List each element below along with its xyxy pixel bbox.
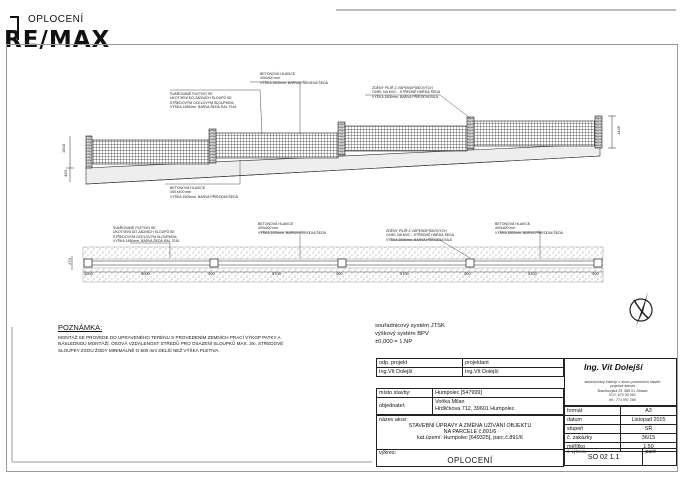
coord-line-3: ±0,000 = 1.NP xyxy=(375,339,413,346)
drawing-value: OPLOCENÍ xyxy=(447,456,493,465)
notes-text: MONTÁŽ SE PROVEDE DO UPRAVENÉHO TERÉNU S PROVEDENÍM ZEMNÍCH PRACÍ VÝKOP PATKY A NÁSLEDNOU MONTÁŽÍ. OSOVÁ VZDÁLENOST STŘEDŮ PRO OSAZENÍ SLOUPKŮ MAX. 3m. STŘEDOVÉ SLOUPKY ZSOU ŽODY MINIMÁLNĚ O 500 mm DELŠÍ NEŽ VÝŠKA PLETIVA. xyxy=(58,335,284,353)
copy-label: paré xyxy=(643,449,677,466)
plan-dim: 5700 xyxy=(528,271,537,276)
annotation-pillar: ZDĚNÝ PILÍŘ Z VÁPENOPÍSKOVÝCH CIHEL NA MVC - STŘEDNĚ HNĚDÁ ŠEDÁ VÝŠKA 1500mm, BARVA PŘÍRODNÍ BÍLÁ xyxy=(372,86,441,99)
odp-label: odp. projekt xyxy=(377,359,463,368)
plan-annotation-mesh: SVAŘOVANÉ PLETIVO SE UKOTVENÍ DO ZÁDNÍCH SLOUPŮ SE STŘEDOVÝM OCELOVÝM SLOUPKEM, VÝŠKA 1450mm, BARVA ŠEDÁ RAL 7016 xyxy=(113,226,180,244)
title-block-project xyxy=(376,388,564,415)
date-value: Listopad 2015 xyxy=(621,416,677,425)
plan-annotation-cap: BETONOVÁ HLAVICE 400x400 mm VÝŠKA 1500mm, BARVA PŘÍRODNÍ ŠEDÁ xyxy=(258,222,326,235)
place-label: místo stavby: xyxy=(377,389,433,398)
dim-1500: 1500 xyxy=(60,144,66,153)
drawing-cell xyxy=(377,450,564,467)
logo-mark-icon xyxy=(10,17,18,40)
annotation-mesh: SVAŘOVANÉ PLETIVO SE UKOTVENÍ DO ZÁDNÍCH SLOUPŮ SE STŘEDOVÝM OCELOVÝM SLOUPKEM, VÝŠKA 1450mm, BARVA ŠEDÁ RAL 7016 xyxy=(170,92,237,110)
title-block-meta xyxy=(564,406,677,452)
stage-label: stupeň xyxy=(565,425,621,434)
plan-dim: 300 xyxy=(336,271,343,276)
scale-value: 1:50 xyxy=(621,443,677,452)
format-label: formát xyxy=(565,407,621,416)
no-label: č. výkresu xyxy=(567,449,587,454)
coordinate-system xyxy=(375,322,445,347)
client-cell xyxy=(433,398,564,415)
action-cell xyxy=(377,416,564,450)
plan-side-dim: 270 xyxy=(66,258,72,265)
action-line-2: NA PARCELE č.891/6 xyxy=(443,429,497,435)
annotation-cap-low: BETONOVÁ HLAVICE 400 x400 mm VÝŠKA 1500mm, BARVA PŘÍRODNÍ ŠEDÁ xyxy=(170,186,238,199)
annotation-cap: BETONOVÁ HLAVICE 400x400 mm VÝŠKA 1500mm, BARVA PŘÍRODNÍ ŠEDÁ xyxy=(260,72,328,85)
title-block-people xyxy=(376,358,564,377)
action-line-3: kat.území: Humpolec [649325], parc.č.891/6 xyxy=(417,435,523,441)
client-address: Hrdličkova 712, 39601 Humpolec xyxy=(435,406,515,412)
scale-label: měřítko xyxy=(565,443,621,452)
format-value: A3 xyxy=(621,407,677,416)
place-value: Humpolec [547999] xyxy=(433,389,564,398)
action-label: název akce: xyxy=(379,417,408,423)
plan-annotation-pillar: ZDĚNÝ PILÍŘ Z VÁPENOPÍSKOVÝCH CIHEL NA MVC - STŘEDNĚ HNĚDÁ ŠEDÁ VÝŠKA 1500mm, BARVA PŘÍRODNÍ BÍLÁ xyxy=(386,229,455,242)
drawing-no-cell xyxy=(565,449,643,466)
coord-line-2: výškový systém BPV xyxy=(375,331,429,338)
north-arrow-icon xyxy=(630,292,652,326)
title-block-action xyxy=(376,415,564,467)
proj-value: Ing.Vít Dolejší xyxy=(463,368,564,377)
client-name: Voňka Milan xyxy=(435,399,465,405)
firm-name: Ing. Vít Dolejší xyxy=(584,362,643,372)
plan-dim: 300 xyxy=(208,271,215,276)
plan-dim: 3000 xyxy=(84,271,93,276)
client-label: objednatel: xyxy=(377,398,433,415)
drawing-label: výkres: xyxy=(379,450,397,456)
firm-info: autorizovaný inženýr v oboru pozemních staveb projekce staveb Branišovská 29, 586 01 Jihlava IČO: 670 00 262 tel.: 774 997 280 xyxy=(584,380,661,402)
odp-value: Ing.Vít Dolejší xyxy=(377,368,463,377)
date-label: datum xyxy=(565,416,621,425)
dim-1445: 1445 xyxy=(615,126,621,135)
no-value: SO 02 1.1 xyxy=(587,454,620,461)
plan-dim: 300 xyxy=(464,271,471,276)
order-value: 36/15 xyxy=(621,434,677,443)
header-title: OPLOCENÍ xyxy=(28,14,84,25)
title-block-number xyxy=(564,448,677,466)
notes-heading: POZNÁMKA: xyxy=(58,323,103,332)
stage-value: SŘ xyxy=(621,425,677,434)
action-line-1: STAVEBNÍ ÚPRAVY A ZMĚNA UŽÍVÁNÍ OBJEKTU xyxy=(408,423,532,429)
remax-logo: RE/MAX xyxy=(4,27,111,53)
plan-dim: 3000 xyxy=(141,271,150,276)
proj-label: projektant xyxy=(463,359,564,368)
order-label: č. zakázky xyxy=(565,434,621,443)
plan-annotation-cap2: BETONOVÁ HLAVICE 400x400 mm VÝŠKA 1500mm, BARVA PŘÍRODNÍ ŠEDÁ xyxy=(495,222,563,235)
plan-dim: 5700 xyxy=(272,271,281,276)
fence-elevation xyxy=(66,82,616,184)
dim-450: 450 xyxy=(62,170,68,177)
coord-line-1: souřadnicový systém JTSK xyxy=(375,323,445,329)
plan-dim: 5700 xyxy=(400,271,409,276)
plan-dim: 300 xyxy=(592,271,599,276)
